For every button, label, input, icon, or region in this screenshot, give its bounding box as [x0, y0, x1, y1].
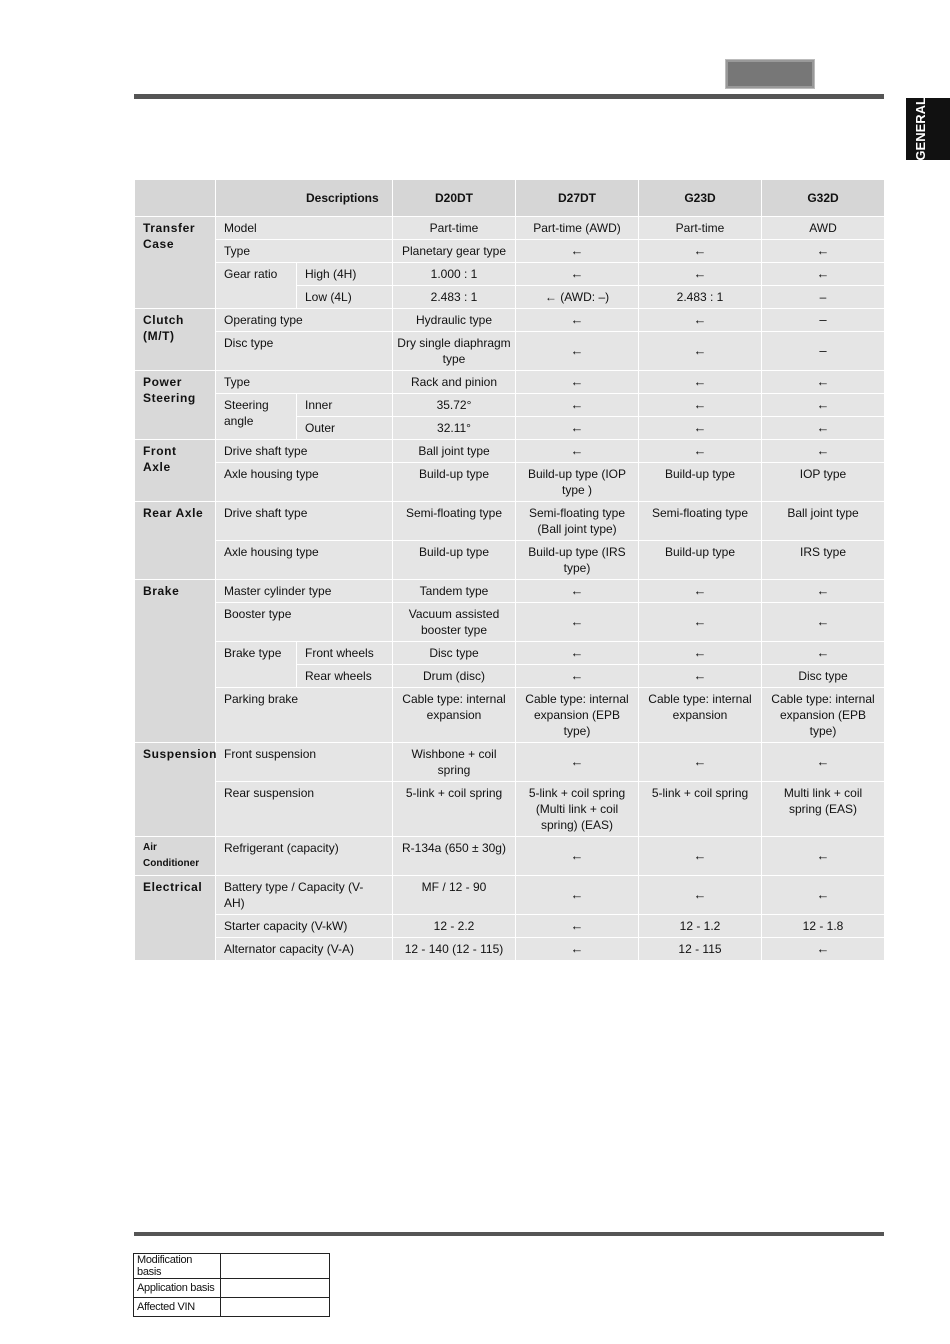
cell-value: 32.11° [393, 417, 516, 440]
cell-value: ← [516, 837, 639, 876]
cell-value: Tandem type [393, 580, 516, 603]
cell-value: ← [762, 938, 885, 961]
cell-value: 12 - 140 (12 - 115) [393, 938, 516, 961]
table-row [135, 309, 885, 332]
footer-rule [134, 1232, 884, 1236]
cell-value: Hydraulic type [393, 309, 516, 332]
row-label: Disc type [216, 332, 393, 371]
table-row [135, 938, 885, 961]
row-label: Type [216, 371, 393, 394]
sub-row-label: Rear wheels [297, 665, 393, 688]
category-suspension: Suspension [135, 743, 216, 837]
cell-value: Build-up type [393, 541, 516, 580]
cell-value: MF / 12 - 90 [393, 876, 516, 915]
cell-value: ← [639, 642, 762, 665]
sub-row-label: Outer [297, 417, 393, 440]
affected-vin-value [221, 1298, 330, 1317]
cell-value: Wishbone + coil spring [393, 743, 516, 782]
cell-value: ← [639, 332, 762, 371]
row-label: Front suspension [216, 743, 393, 782]
sub-row-label: High (4H) [297, 263, 393, 286]
table-row [135, 332, 885, 371]
cell-value: 2.483 : 1 [639, 286, 762, 309]
affected-vin-label: Affected VIN [134, 1298, 221, 1317]
cell-value: ← [516, 876, 639, 915]
cell-value: ← [639, 580, 762, 603]
row-label: Refrigerant (capacity) [216, 837, 393, 876]
cell-value: 12 - 115 [639, 938, 762, 961]
row-label: Operating type [216, 309, 393, 332]
cell-value: ← [639, 394, 762, 417]
header-category [135, 180, 216, 217]
sub-row-label: Low (4L) [297, 286, 393, 309]
cell-value: ← [639, 371, 762, 394]
table-row [135, 502, 885, 541]
cell-value: ← [762, 580, 885, 603]
cell-value: Multi link + coil spring (EAS) [762, 782, 885, 837]
modification-basis-label: Modification basis [134, 1254, 221, 1279]
row-label: Rear suspension [216, 782, 393, 837]
cell-value: Cable type: internal expansion [639, 688, 762, 743]
header-g23d: G23D [639, 180, 762, 217]
table-header-row [135, 180, 885, 217]
category-front-axle: Front Axle [135, 440, 216, 502]
category-power-steering: Power Steering [135, 371, 216, 440]
cell-value: R-134a (650 ± 30g) [393, 837, 516, 876]
cell-value: AWD [762, 217, 885, 240]
cell-value: ← [762, 440, 885, 463]
cell-value: Drum (disc) [393, 665, 516, 688]
table-row [135, 440, 885, 463]
cell-value: Cable type: internal expansion (EPB type) [516, 688, 639, 743]
row-label: Starter capacity (V-kW) [216, 915, 393, 938]
cell-value: ← [639, 876, 762, 915]
row-label: Parking brake [216, 688, 393, 743]
cell-value: 12 - 1.8 [762, 915, 885, 938]
cell-value: ← [762, 371, 885, 394]
cell-value: Build-up type [393, 463, 516, 502]
cell-value: 2.483 : 1 [393, 286, 516, 309]
cell-value: ← [762, 743, 885, 782]
cell-value: ← [639, 743, 762, 782]
cell-value: ← [639, 309, 762, 332]
row-label: Brake type [216, 642, 297, 688]
row-label: Gear ratio [216, 263, 297, 309]
cell-value: Disc type [762, 665, 885, 688]
table-row [135, 541, 885, 580]
table-row [135, 263, 885, 286]
application-basis-value [221, 1279, 330, 1298]
cell-value: Rack and pinion [393, 371, 516, 394]
cell-value: Ball joint type [393, 440, 516, 463]
table-row [135, 603, 885, 642]
table-row [134, 1279, 330, 1298]
table-row [135, 240, 885, 263]
cell-value: ← [639, 240, 762, 263]
row-label: Model [216, 217, 393, 240]
table-row [135, 743, 885, 782]
cell-value: ← [639, 665, 762, 688]
cell-value: Build-up type (IOP type ) [516, 463, 639, 502]
cell-value: 5-link + coil spring [393, 782, 516, 837]
section-side-tab[interactable] [906, 98, 950, 160]
cell-value: ← [516, 580, 639, 603]
cell-value: IOP type [762, 463, 885, 502]
cell-value: ← [639, 263, 762, 286]
cell-value: – [762, 286, 885, 309]
header-d27dt: D27DT [516, 180, 639, 217]
cell-value: Semi-floating type [393, 502, 516, 541]
cell-value: ← [516, 642, 639, 665]
table-row [135, 915, 885, 938]
cell-value: ← [639, 603, 762, 642]
row-label: Axle housing type [216, 463, 393, 502]
application-basis-label: Application basis [134, 1279, 221, 1298]
row-label: Drive shaft type [216, 440, 393, 463]
cell-value: Semi-floating type [639, 502, 762, 541]
side-tab-label: GENERAL [913, 97, 928, 161]
cell-value: 12 - 1.2 [639, 915, 762, 938]
row-label: Booster type [216, 603, 393, 642]
cell-value: Build-up type (IRS type) [516, 541, 639, 580]
row-label: Steering angle [216, 394, 297, 440]
cell-value: ← [516, 371, 639, 394]
cell-value: ← [762, 240, 885, 263]
row-label: Battery type / Capacity (V-AH) [216, 876, 393, 915]
cell-value: ← (AWD: –) [516, 286, 639, 309]
cell-value: ← [516, 394, 639, 417]
cell-value: 5-link + coil spring (Multi link + coil spring) (EAS) [516, 782, 639, 837]
cell-value: Semi-floating type (Ball joint type) [516, 502, 639, 541]
category-transfer-case: Transfer Case [135, 217, 216, 309]
table-row [135, 217, 885, 240]
row-label: Drive shaft type [216, 502, 393, 541]
table-row [135, 394, 885, 417]
cell-value: ← [639, 440, 762, 463]
header-descriptions: Descriptions [216, 180, 393, 217]
cell-value: Disc type [393, 642, 516, 665]
cell-value: ← [762, 417, 885, 440]
table-row [135, 837, 885, 876]
cell-value: Build-up type [639, 463, 762, 502]
cell-value: Part-time [393, 217, 516, 240]
cell-value: ← [762, 263, 885, 286]
specification-table [134, 179, 885, 961]
row-label: Axle housing type [216, 541, 393, 580]
table-row [135, 580, 885, 603]
table-row [135, 371, 885, 394]
cell-value: Part-time (AWD) [516, 217, 639, 240]
cell-value: Ball joint type [762, 502, 885, 541]
cell-value: ← [516, 603, 639, 642]
table-row [134, 1298, 330, 1317]
category-clutch: Clutch (M/T) [135, 309, 216, 371]
row-label: Type [216, 240, 393, 263]
cell-value: – [762, 332, 885, 371]
cell-value: Cable type: internal expansion [393, 688, 516, 743]
header-d20dt: D20DT [393, 180, 516, 217]
cell-value: Part-time [639, 217, 762, 240]
cell-value: ← [762, 837, 885, 876]
cell-value: ← [762, 603, 885, 642]
table-row [135, 876, 885, 915]
table-row [135, 688, 885, 743]
modification-basis-value [221, 1254, 330, 1279]
cell-value: ← [516, 240, 639, 263]
cell-value: 35.72° [393, 394, 516, 417]
revision-table [133, 1253, 330, 1317]
cell-value: Build-up type [639, 541, 762, 580]
sub-row-label: Inner [297, 394, 393, 417]
cell-value: 12 - 2.2 [393, 915, 516, 938]
cell-value: Vacuum assisted booster type [393, 603, 516, 642]
cell-value: ← [639, 417, 762, 440]
header-g32d: G32D [762, 180, 885, 217]
table-row [135, 642, 885, 665]
cell-value: ← [639, 837, 762, 876]
row-label: Master cylinder type [216, 580, 393, 603]
cell-value: IRS type [762, 541, 885, 580]
cell-value: ← [516, 915, 639, 938]
cell-value: ← [516, 743, 639, 782]
cell-value: 5-link + coil spring [639, 782, 762, 837]
table-row [135, 782, 885, 837]
cell-value: ← [762, 876, 885, 915]
cell-value: ← [516, 938, 639, 961]
cell-value: ← [762, 642, 885, 665]
cell-value: – [762, 309, 885, 332]
cell-value: ← [762, 394, 885, 417]
cell-value: Dry single diaphragm type [393, 332, 516, 371]
header-tab-box [725, 59, 815, 89]
cell-value: ← [516, 263, 639, 286]
sub-row-label: Front wheels [297, 642, 393, 665]
cell-value: ← [516, 440, 639, 463]
category-brake: Brake [135, 580, 216, 743]
cell-value: Cable type: internal expansion (EPB type) [762, 688, 885, 743]
cell-value: ← [516, 332, 639, 371]
category-air-conditioner: Air Conditioner [135, 837, 216, 876]
row-label: Alternator capacity (V-A) [216, 938, 393, 961]
table-row [134, 1254, 330, 1279]
cell-value: Planetary gear type [393, 240, 516, 263]
cell-value: 1.000 : 1 [393, 263, 516, 286]
category-electrical: Electrical [135, 876, 216, 961]
cell-value: ← [516, 665, 639, 688]
category-rear-axle: Rear Axle [135, 502, 216, 580]
cell-value: ← [516, 309, 639, 332]
cell-value: ← [516, 417, 639, 440]
header-rule [134, 94, 884, 99]
table-row [135, 463, 885, 502]
